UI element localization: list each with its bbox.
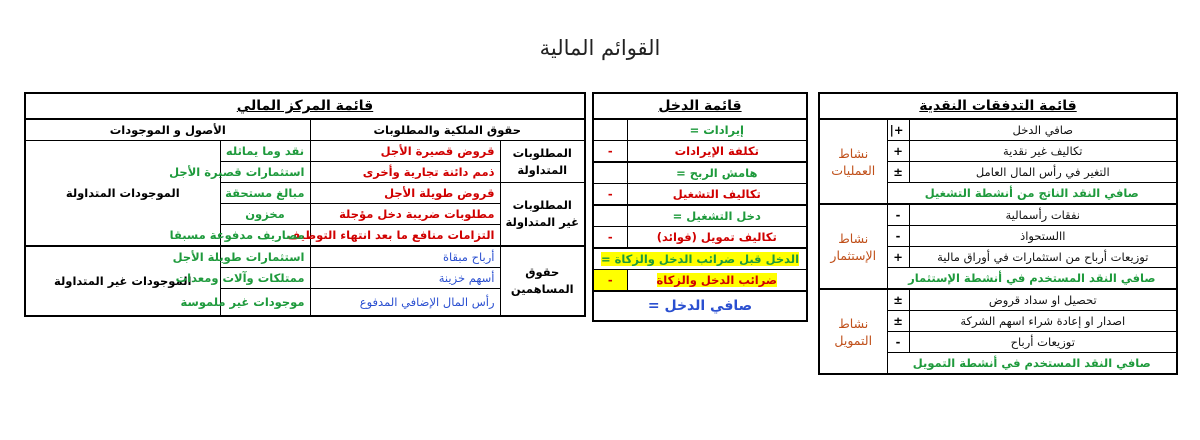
assets-header: الأصول و الموجودات	[25, 119, 310, 141]
current-asset-item: نقد وما يماثله	[220, 141, 310, 162]
minus-sign: -	[593, 141, 627, 163]
equity-item: أرباح مبقاة	[310, 246, 500, 268]
cf-investing-item: توزيعات أرباح من استثمارات في أوراق مالية	[909, 247, 1177, 268]
net-income-row: صافي الدخل =	[593, 291, 807, 321]
cf-investing-item: االستحواذ	[909, 226, 1177, 247]
income-statement-title: قائمة الدخل	[593, 93, 807, 119]
balance-sheet-title: قائمة المركز المالي	[25, 93, 585, 119]
current-liability-item: قروض قصيرة الأجل	[310, 141, 500, 162]
minus-sign: -	[593, 227, 627, 249]
cf-financing-item: توزيعات أرباح	[909, 332, 1177, 353]
minus-sign: -	[593, 270, 627, 292]
income-row-revenue: إيرادات =	[627, 119, 807, 141]
income-row-tax: ضرائب الدخل والزكاة	[627, 270, 807, 292]
current-assets-label: الموجودات المتداولة	[25, 141, 220, 247]
cash-flow-title: قائمة التدفقات النقدية	[819, 93, 1177, 119]
cf-operating-item: تكاليف غير نقدية	[909, 141, 1177, 162]
income-row-cost: تكلفة الإيرادات	[627, 141, 807, 163]
cf-financing-item: اصدار او إعادة شراء اسهم الشركة	[909, 311, 1177, 332]
financing-activity-label: نشاط التمويل	[819, 289, 887, 374]
cf-financing-total: صافي النقد المستخدم في أنشطة التمويل	[887, 353, 1177, 375]
cf-operating-total: صافي النقد الناتج من أنشطة التشغيل	[887, 183, 1177, 205]
noncurrent-liabilities-label: المطلوبات غير المتداولة	[500, 183, 585, 247]
noncurrent-asset-item: استثمارات طويلة الأجل	[220, 246, 310, 268]
minus-sign: -	[593, 184, 627, 206]
cf-investing-item: نفقات رأسمالية	[909, 204, 1177, 226]
current-asset-item: مبالغ مستحقة	[220, 183, 310, 204]
noncurrent-asset-item: موجودات غير ملموسة	[220, 289, 310, 317]
income-row-finance-cost: تكاليف تمويل (فوائد)	[627, 227, 807, 249]
cf-operating-item: صافي الدخل	[909, 119, 1177, 141]
noncurrent-liability-item: التزامات منافع ما بعد انتهاء التوظيف	[310, 225, 500, 247]
equity-item: رأس المال الإضافي المدفوع	[310, 289, 500, 317]
current-asset-item: استثمارات قصيرة الأجل	[220, 162, 310, 183]
cf-operating-item: التغير في رأس المال العامل	[909, 162, 1177, 183]
income-row-pretax: الدخل قبل ضرائب الدخل والزكاة =	[593, 248, 807, 270]
cf-investing-total: صافي النقد المستخدم في أنشطة الإستثمار	[887, 268, 1177, 290]
balance-sheet-table	[24, 92, 586, 317]
page-title: القوائم المالية	[539, 36, 661, 60]
current-asset-item: مخزون	[220, 204, 310, 225]
noncurrent-asset-item: ممتلكات وآلات ومعدات	[220, 268, 310, 289]
noncurrent-assets-label: الموجودات غير المتداولة	[25, 246, 220, 316]
equity-label: حقوق المساهمين	[500, 246, 585, 316]
investing-activity-label: نشاط الإستثمار	[819, 204, 887, 289]
current-liabilities-label: المطلوبات المتداولة	[500, 141, 585, 183]
liabilities-header: حقوق الملكية والمطلوبات	[310, 119, 585, 141]
cash-flow-table: قائمة التدفقات النقدية صافي الدخل +| نشاط العمليات تكاليف غير نقدية + التغير في رأس المال العامل ± صافي النقد الناتج من أنشطة التشغيل نفقات رأسمالية - نشاط الإستثمار االستحواذ - توزيعات أرباح من استثمارات في أوراق مالية + صافي النقد المستخدم في أنشطة الإستثمار تحصيل او سداد قروض ± نشاط التمويل اصدار او إعادة شراء اسهم الشركة ± توزيعات أرباح - صافي النقد المستخدم في أنشطة التمويل	[818, 92, 1178, 375]
income-statement-table	[592, 92, 808, 322]
operating-activity-label: نشاط العمليات	[819, 119, 887, 204]
income-row-gross-margin: هامش الربح =	[627, 162, 807, 184]
equity-item: أسهم خزينة	[310, 268, 500, 289]
current-liability-item: ذمم دائنة تجارية وأخرى	[310, 162, 500, 183]
noncurrent-liability-item: مطلوبات ضريبة دخل مؤجلة	[310, 204, 500, 225]
income-row-operating-income: دخل التشغيل =	[627, 205, 807, 227]
noncurrent-liability-item: قروض طويلة الأجل	[310, 183, 500, 204]
current-asset-item: مصاريف مدفوعة مسبقا	[220, 225, 310, 247]
cf-financing-item: تحصيل او سداد قروض	[909, 289, 1177, 311]
income-row-opex: تكاليف التشغيل	[627, 184, 807, 206]
